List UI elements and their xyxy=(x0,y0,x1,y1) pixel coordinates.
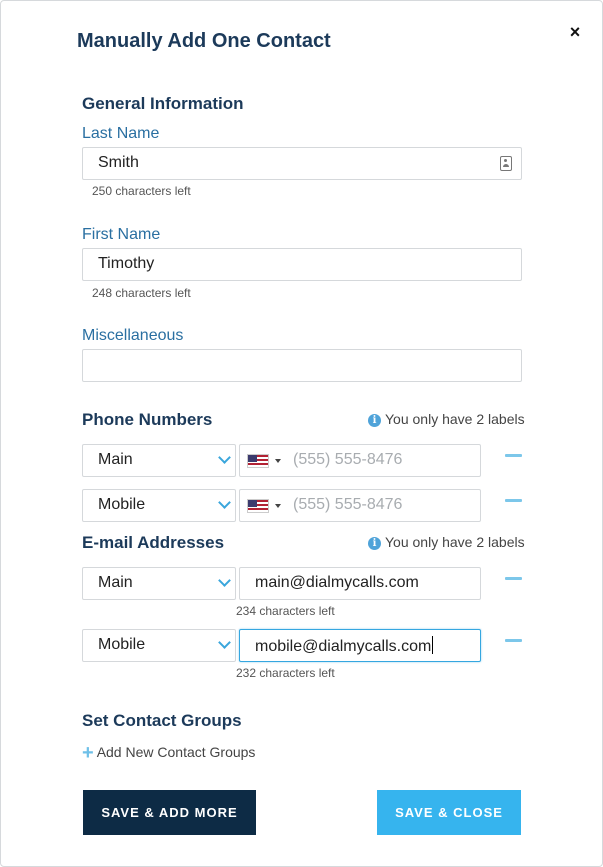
email-counter-1: 234 characters left xyxy=(236,604,335,618)
email-value-2-wrap xyxy=(255,636,433,656)
last-name-value: Smith xyxy=(98,154,139,171)
phone-labels-note-text: You only have 2 labels xyxy=(385,411,525,427)
add-contact-groups-link[interactable] xyxy=(82,742,255,765)
plus-icon: + xyxy=(82,742,94,764)
first-name-field[interactable] xyxy=(82,248,522,281)
phone-input-1[interactable] xyxy=(239,444,481,477)
chevron-down-icon xyxy=(218,636,231,649)
first-name-value: Timothy xyxy=(98,255,155,272)
us-flag-icon[interactable] xyxy=(248,500,268,512)
misc-field[interactable] xyxy=(82,349,522,382)
last-name-counter: 250 characters left xyxy=(92,184,191,198)
modal-title: Manually Add One Contact xyxy=(77,30,331,52)
remove-email-button-2[interactable] xyxy=(505,639,522,642)
email-type-select-2[interactable] xyxy=(82,629,236,662)
phone-input-2[interactable] xyxy=(239,489,481,522)
first-name-label: First Name xyxy=(82,226,161,243)
email-type-value-2: Mobile xyxy=(98,636,146,653)
remove-email-button-1[interactable] xyxy=(505,577,522,580)
email-type-select-1[interactable] xyxy=(82,567,236,600)
phone-type-value-2: Mobile xyxy=(98,496,146,513)
save-add-more-button[interactable]: SAVE & ADD MORE xyxy=(83,790,256,835)
chevron-down-icon xyxy=(218,496,231,509)
last-name-label: Last Name xyxy=(82,125,160,142)
email-labels-note-text: You only have 2 labels xyxy=(385,534,525,550)
first-name-counter: 248 characters left xyxy=(92,286,191,300)
email-labels-note xyxy=(368,534,525,550)
last-name-field[interactable] xyxy=(82,147,522,180)
us-flag-icon[interactable] xyxy=(248,455,268,467)
contact-card-icon[interactable] xyxy=(500,156,512,171)
email-addresses-heading: E-mail Addresses xyxy=(82,533,225,552)
phone-labels-note xyxy=(368,411,525,427)
email-input-1[interactable] xyxy=(239,567,481,600)
email-input-2[interactable] xyxy=(239,629,481,662)
phone-type-select-1[interactable] xyxy=(82,444,236,477)
phone-numbers-heading: Phone Numbers xyxy=(82,410,213,429)
remove-phone-button-1[interactable] xyxy=(505,454,522,457)
phone-type-value-1: Main xyxy=(98,451,133,468)
info-icon: i xyxy=(368,537,381,550)
close-icon[interactable]: × xyxy=(569,22,581,42)
text-cursor xyxy=(432,636,433,654)
email-type-value-1: Main xyxy=(98,574,133,591)
misc-label: Miscellaneous xyxy=(82,327,184,344)
country-caret-icon[interactable] xyxy=(275,459,281,463)
save-close-button[interactable]: SAVE & CLOSE xyxy=(377,790,521,835)
remove-phone-button-2[interactable] xyxy=(505,499,522,502)
add-contact-groups-label: Add New Contact Groups xyxy=(96,744,256,760)
phone-placeholder-1: (555) 555-8476 xyxy=(293,451,403,468)
email-counter-2: 232 characters left xyxy=(236,666,335,680)
contact-groups-heading: Set Contact Groups xyxy=(82,711,242,730)
chevron-down-icon xyxy=(218,574,231,587)
phone-type-select-2[interactable] xyxy=(82,489,236,522)
chevron-down-icon xyxy=(218,451,231,464)
info-icon: i xyxy=(368,414,381,427)
country-caret-icon[interactable] xyxy=(275,504,281,508)
phone-placeholder-2: (555) 555-8476 xyxy=(293,496,403,513)
general-info-heading: General Information xyxy=(82,94,244,113)
email-value-2: mobile@dialmycalls.com xyxy=(255,638,432,655)
email-value-1: main@dialmycalls.com xyxy=(255,574,419,591)
